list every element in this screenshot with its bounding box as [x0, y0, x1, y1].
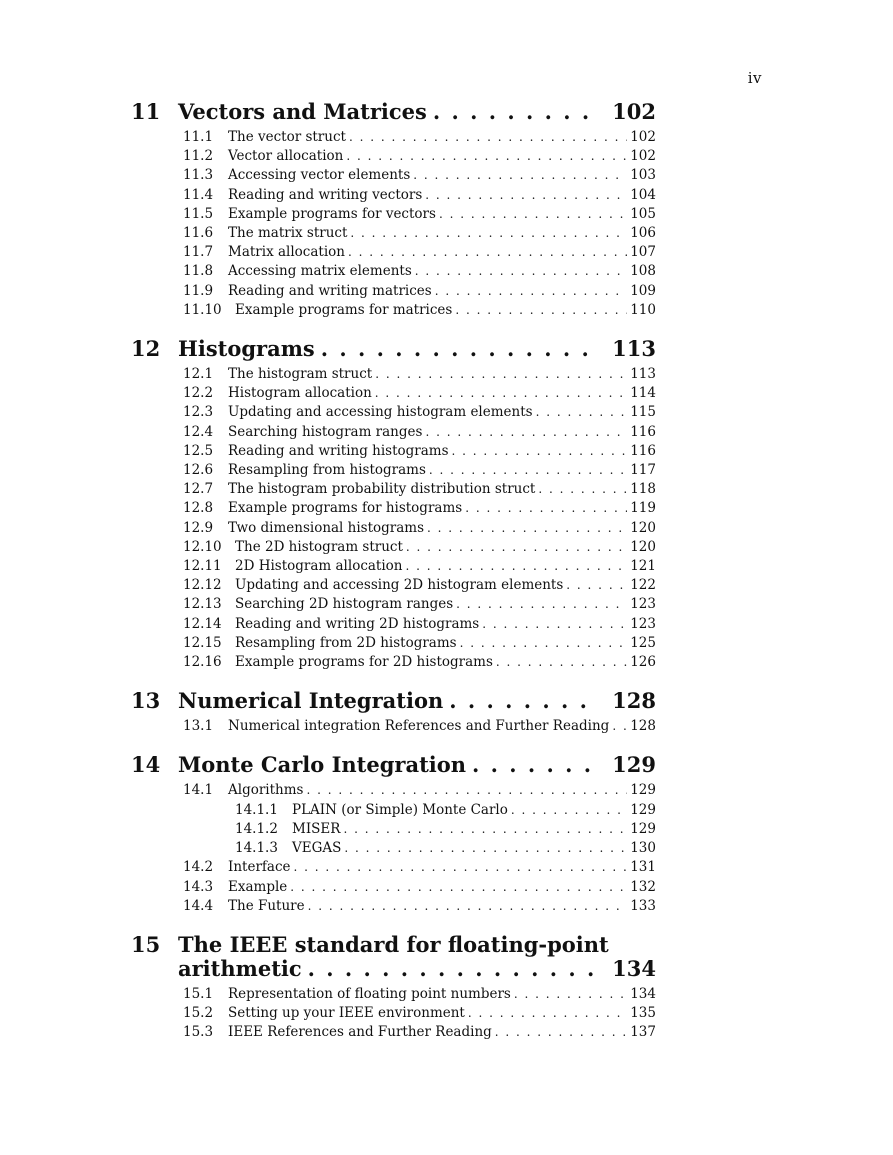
section-page-number: 113: [630, 366, 656, 383]
leader-dots: [306, 781, 627, 800]
section-number: 14.1: [183, 782, 214, 799]
section-entry[interactable]: [131, 717, 656, 736]
section-page-number: 107: [630, 244, 656, 261]
leader-dots: [349, 128, 627, 147]
section-page-number: 137: [630, 1024, 656, 1041]
leader-dots: [321, 337, 598, 361]
leader-dots: [460, 634, 627, 653]
section-list: [131, 781, 656, 915]
section-page-number: 130: [630, 840, 656, 857]
section-number: 12.8: [183, 500, 214, 517]
leader-dots: [413, 166, 627, 185]
section-entry[interactable]: [131, 557, 656, 576]
section-list: [131, 365, 656, 672]
section-title: Example programs for vectors: [228, 205, 436, 222]
leader-dots: [290, 878, 627, 897]
chapter-page-number: 134: [612, 955, 656, 981]
section-entry[interactable]: [131, 1023, 656, 1042]
leader-dots: [538, 480, 627, 499]
leader-dots: [350, 224, 627, 243]
section-page-number: 109: [630, 282, 656, 299]
section-number: 14.2: [183, 859, 214, 876]
section-number: 14.4: [183, 897, 214, 914]
leader-dots: [429, 461, 627, 480]
leader-dots: [496, 653, 627, 672]
section-number: 12.2: [183, 385, 214, 402]
section-entry[interactable]: [131, 538, 656, 557]
leader-dots: [346, 147, 627, 166]
section-list: [131, 717, 656, 736]
section-page-number: 117: [630, 462, 656, 479]
section-title: Example programs for histograms: [228, 500, 463, 517]
leader-dots: [406, 538, 627, 557]
leader-dots: [495, 1023, 627, 1042]
section-page-number: 122: [630, 577, 656, 594]
chapter-number: 13: [131, 688, 161, 714]
chapter-title: arithmetic: [178, 955, 302, 981]
section-page-number: 102: [630, 148, 656, 165]
section-number: 12.7: [183, 481, 214, 498]
chapter-13: [131, 689, 656, 736]
section-title: PLAIN (or Simple) Monte Carlo: [292, 801, 508, 818]
leader-dots: [465, 499, 627, 518]
section-entry[interactable]: [131, 985, 656, 1004]
section-number: 12.16: [183, 654, 222, 671]
section-entry[interactable]: [131, 499, 656, 518]
section-title: Reading and writing 2D histograms: [235, 615, 480, 632]
section-page-number: 123: [630, 615, 656, 632]
section-title: Searching 2D histogram ranges: [235, 596, 454, 613]
section-title: Matrix allocation: [228, 244, 345, 261]
chapter-heading[interactable]: [131, 100, 656, 124]
chapter-number: 15: [131, 931, 161, 957]
section-entry[interactable]: [131, 186, 656, 205]
section-number: 12.3: [183, 404, 214, 421]
section-page-number: 135: [630, 1005, 656, 1022]
section-page-number: 123: [630, 596, 656, 613]
leader-dots: [344, 839, 627, 858]
section-number: 13.1: [183, 718, 214, 735]
section-page-number: 129: [630, 820, 656, 837]
section-entry[interactable]: [131, 166, 656, 185]
section-page-number: 120: [630, 538, 656, 555]
section-number: 15.3: [183, 1024, 214, 1041]
section-number: 14.1.3: [235, 840, 278, 857]
section-entry[interactable]: [131, 858, 656, 877]
section-title: Example programs for matrices: [235, 301, 453, 318]
section-entry[interactable]: [131, 403, 656, 422]
section-page-number: 116: [630, 442, 656, 459]
section-number: 12.11: [183, 558, 222, 575]
section-entry[interactable]: [131, 365, 656, 384]
section-page-number: 131: [630, 859, 656, 876]
section-title: IEEE References and Further Reading: [228, 1024, 492, 1041]
chapter-number: 14: [131, 752, 161, 778]
section-title: Vector allocation: [228, 148, 344, 165]
section-number: 11.2: [183, 148, 214, 165]
section-page-number: 118: [630, 481, 656, 498]
chapter-heading[interactable]: [131, 689, 656, 713]
section-number: 11.8: [183, 263, 214, 280]
chapter-title: Monte Carlo Integration: [178, 752, 467, 778]
section-number: 12.14: [183, 615, 222, 632]
leader-dots: [427, 519, 627, 538]
leader-dots: [511, 801, 627, 820]
chapter-page-number: 128: [612, 688, 656, 714]
chapter-title: Vectors and Matrices: [178, 99, 427, 124]
section-number: 12.4: [183, 423, 214, 440]
section-list: [131, 985, 656, 1043]
section-title: The 2D histogram struct: [235, 538, 403, 555]
section-number: 11.1: [183, 129, 214, 145]
section-page-number: 129: [630, 801, 656, 818]
section-entry[interactable]: [131, 384, 656, 403]
section-number: 14.1.2: [235, 820, 278, 837]
leader-dots: [439, 205, 627, 224]
leader-dots: [308, 957, 598, 981]
section-title: Accessing vector elements: [228, 167, 411, 184]
section-number: 11.10: [183, 301, 222, 318]
chapter-11: [131, 100, 656, 320]
chapter-number: 11: [131, 99, 161, 124]
table-of-contents: [131, 100, 656, 1060]
leader-dots: [406, 557, 628, 576]
chapter-page-number: 129: [612, 752, 656, 778]
section-title: Accessing matrix elements: [228, 263, 412, 280]
section-title: Histogram allocation: [228, 385, 372, 402]
section-title: 2D Histogram allocation: [235, 558, 403, 575]
leader-dots: [294, 858, 628, 877]
section-page-number: 133: [630, 897, 656, 914]
section-title: Interface: [228, 859, 291, 876]
chapter-title: Histograms: [178, 336, 315, 362]
section-entry[interactable]: [131, 480, 656, 499]
chapter-page-number: 113: [612, 336, 656, 362]
section-title: Updating and accessing 2D histogram elements: [235, 577, 564, 594]
section-entry[interactable]: [131, 205, 656, 224]
section-page-number: 120: [630, 519, 656, 536]
section-title: Two dimensional histograms: [228, 519, 425, 536]
section-number: 12.12: [183, 577, 222, 594]
section-title: VEGAS: [292, 840, 342, 857]
section-title: The histogram struct: [228, 366, 373, 383]
section-title: Reading and writing histograms: [228, 442, 449, 459]
section-title: The matrix struct: [228, 225, 348, 242]
section-page-number: 134: [630, 985, 656, 1002]
leader-dots: [514, 985, 627, 1004]
section-title: Reading and writing vectors: [228, 186, 423, 203]
section-title: Example programs for 2D histograms: [235, 654, 493, 671]
section-number: 15.1: [183, 985, 214, 1002]
section-title: Searching histogram ranges: [228, 423, 423, 440]
section-title: The histogram probability distribution struct: [228, 481, 536, 498]
chapter-12: [131, 337, 656, 672]
section-page-number: 132: [630, 878, 656, 895]
leader-dots: [482, 615, 627, 634]
chapter-number: 12: [131, 336, 161, 362]
section-number: 11.5: [183, 205, 214, 222]
section-page-number: 104: [630, 186, 656, 203]
section-entry[interactable]: [131, 243, 656, 262]
subsection-entry[interactable]: [131, 839, 656, 858]
section-title: Reading and writing matrices: [228, 282, 432, 299]
section-title: Numerical integration References and Further Reading: [228, 718, 610, 735]
leader-dots: [612, 717, 627, 736]
section-title: Example: [228, 878, 288, 895]
leader-dots: [375, 384, 627, 403]
section-number: 12.5: [183, 442, 214, 459]
section-page-number: 121: [630, 558, 656, 575]
section-number: 11.6: [183, 225, 214, 242]
chapter-heading[interactable]: [131, 337, 656, 361]
leader-dots: [536, 403, 627, 422]
section-number: 12.13: [183, 596, 222, 613]
section-page-number: 105: [630, 205, 656, 222]
section-page-number: 114: [630, 385, 656, 402]
section-title: Updating and accessing histogram elements: [228, 404, 533, 421]
section-entry[interactable]: [131, 595, 656, 614]
section-number: 11.9: [183, 282, 214, 299]
subsection-entry[interactable]: [131, 820, 656, 839]
section-page-number: 116: [630, 423, 656, 440]
leader-dots: [343, 820, 627, 839]
section-entry[interactable]: [131, 262, 656, 281]
section-number: 14.1.1: [235, 801, 278, 818]
leader-dots: [449, 689, 598, 713]
section-entry[interactable]: [131, 878, 656, 897]
chapter-heading[interactable]: [131, 933, 656, 981]
section-number: 15.2: [183, 1005, 214, 1022]
section-list: [131, 128, 656, 320]
section-page-number: 102: [630, 129, 656, 145]
section-entry[interactable]: [131, 423, 656, 442]
chapter-14: [131, 753, 656, 915]
section-entry[interactable]: [131, 781, 656, 800]
section-page-number: 106: [630, 225, 656, 242]
section-number: 11.7: [183, 244, 214, 261]
section-number: 12.15: [183, 634, 222, 651]
section-title: Resampling from histograms: [228, 462, 426, 479]
section-page-number: 119: [630, 500, 656, 517]
section-number: 11.3: [183, 167, 214, 184]
section-entry[interactable]: [131, 519, 656, 538]
section-entry[interactable]: [131, 653, 656, 672]
section-number: 12.9: [183, 519, 214, 536]
section-title: Resampling from 2D histograms: [235, 634, 457, 651]
section-title: Algorithms: [228, 782, 304, 799]
chapter-page-number: 102: [612, 99, 656, 124]
chapter-heading[interactable]: [131, 753, 656, 777]
chapter-title-line1: The IEEE standard for floating-point: [178, 931, 609, 957]
leader-dots: [425, 186, 627, 205]
leader-dots: [455, 301, 627, 320]
section-entry[interactable]: [131, 461, 656, 480]
leader-dots: [452, 442, 627, 461]
section-page-number: 108: [630, 263, 656, 280]
section-title: The vector struct: [228, 129, 346, 145]
leader-dots: [375, 365, 627, 384]
subsection-entry[interactable]: [131, 801, 656, 820]
section-title: The Future: [228, 897, 305, 914]
section-page-number: 129: [630, 782, 656, 799]
section-number: 12.6: [183, 462, 214, 479]
section-page-number: 110: [630, 301, 656, 318]
section-entry[interactable]: [131, 147, 656, 166]
leader-dots: [348, 243, 627, 262]
section-page-number: 103: [630, 167, 656, 184]
section-page-number: 115: [630, 404, 656, 421]
leader-dots: [425, 423, 627, 442]
page-number: iv: [747, 69, 762, 87]
section-number: 12.1: [183, 366, 214, 383]
leader-dots: [456, 595, 627, 614]
section-entry[interactable]: [131, 897, 656, 916]
section-page-number: 126: [630, 654, 656, 671]
section-entry[interactable]: [131, 1004, 656, 1023]
section-number: 14.3: [183, 878, 214, 895]
section-entry[interactable]: [131, 442, 656, 461]
section-entry[interactable]: [131, 128, 656, 147]
section-entry[interactable]: [131, 282, 656, 301]
section-entry[interactable]: [131, 224, 656, 243]
section-title: MISER: [292, 820, 341, 837]
section-entry[interactable]: [131, 634, 656, 653]
section-page-number: 125: [630, 634, 656, 651]
leader-dots: [472, 753, 598, 777]
leader-dots: [308, 897, 627, 916]
leader-dots: [435, 282, 627, 301]
chapter-title: Numerical Integration: [178, 688, 444, 714]
section-entry[interactable]: [131, 576, 656, 595]
leader-dots: [566, 576, 627, 595]
leader-dots: [433, 100, 598, 124]
section-page-number: 128: [630, 718, 656, 735]
section-entry[interactable]: [131, 301, 656, 320]
leader-dots: [468, 1004, 627, 1023]
section-entry[interactable]: [131, 615, 656, 634]
section-title: Representation of floating point numbers: [228, 985, 511, 1002]
section-number: 11.4: [183, 186, 214, 203]
leader-dots: [415, 262, 627, 281]
chapter-15: [131, 933, 656, 1043]
section-number: 12.10: [183, 538, 222, 555]
section-title: Setting up your IEEE environment: [228, 1005, 465, 1022]
